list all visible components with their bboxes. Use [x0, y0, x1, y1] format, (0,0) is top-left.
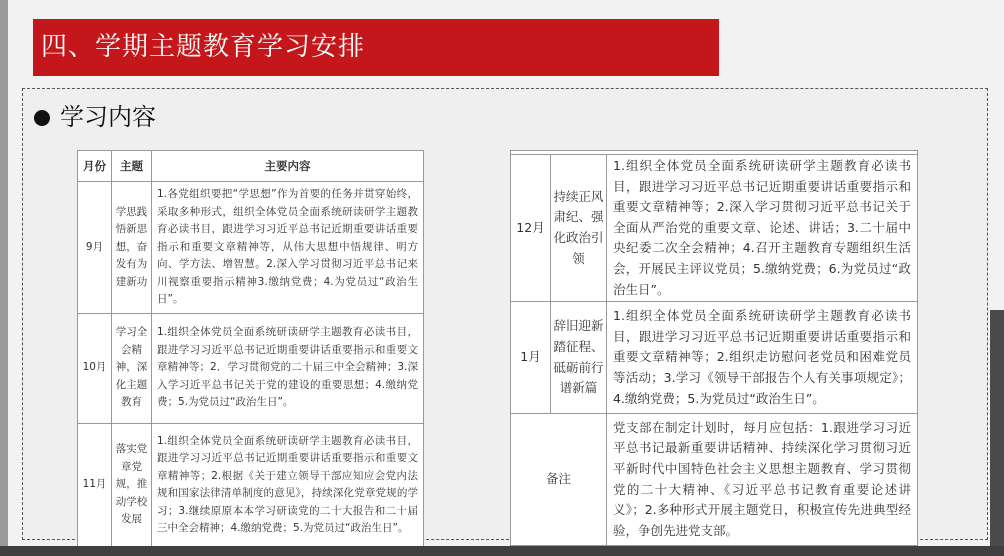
table-row: [78, 313, 424, 423]
row-theme: 学习全会精神，深化主题教育: [112, 313, 152, 423]
row-theme: 辞旧迎新踏征程、砥砺前行谱新篇: [551, 302, 607, 414]
table-row: [511, 155, 918, 302]
left-edge-bar: [0, 0, 8, 556]
row-month: 10月: [78, 313, 112, 423]
row-month: 9月: [78, 182, 112, 314]
row-theme: 学思践悟新思想，奋发有为建新功: [112, 182, 152, 314]
row-theme: 持续正风肃纪、强化政治引领: [551, 155, 607, 302]
table-header-row: [78, 151, 424, 182]
right-edge-bar: [990, 310, 1004, 556]
bottom-edge-strip: [0, 546, 1004, 556]
row-month: 11月: [78, 423, 112, 547]
row-month: 12月: [511, 155, 551, 302]
row-content: 1.各党组织要把“学思想”作为首要的任务并贯穿始终，采取多种形式，组织全体党员全面系统研读研学主题教育必读书目，跟进学习习近平总书记近期重要讲话重要指示和重要文章精神等，从伟大思想中悟规律、明方向、学方法、增智慧。2.深入学习贯彻习近平总书记来川视察重要指示精神3.缴纳党费；4.为党员过“政治生日”。: [152, 182, 424, 314]
section-heading-label: 学习内容: [60, 103, 156, 131]
row-content: 1.组织全体党员全面系统研读研学主题教育必读书目，跟进学习习近平总书记近期重要讲话重要指示和重要文章精神等；2．学习贯彻党的二十届三中全会精神；3.深入学习近平总书记关于党的建设的重要思想；4.缴纳党费；5.为党员过“政治生日”。: [152, 313, 424, 423]
header-theme: 主题: [112, 151, 152, 182]
row-month: 1月: [511, 302, 551, 414]
row-content: 1.组织全体党员全面系统研读研学主题教育必读书目，跟进学习习近平总书记近期重要讲话重要指示和重要文章精神等；2.根据《关于建立领导干部应知应会党内法规和国家法律清单制度的意见》，持续深化党章党规的学习；3.继续原原本本学习研读党的二十大报告和二十届三中全会精神；4.缴纳党费；5.为党员过“政治生日”。: [152, 423, 424, 547]
row-content: 1.组织全体党员全面系统研读研学主题教育必读书目，跟进学习习近平总书记近期重要讲话重要指示和重要文章精神等；2.深入学习贯彻习近平总书记关于全面从严治党的重要文章、论述、讲话；3.二十届中央纪委二次全会精神；4.召开主题教育专题组织生活会，开展民主评议党员；5.缴纳党费；6.为党员过“政治生日”。: [607, 155, 918, 302]
bullet-icon: [34, 110, 50, 126]
header-month: 月份: [78, 151, 112, 182]
table-row-note: [511, 414, 918, 546]
schedule-table-right: [510, 150, 918, 546]
table-row: [511, 302, 918, 414]
note-label: 备注: [511, 414, 607, 546]
page-title: 四、学期主题教育学习安排: [33, 19, 719, 76]
row-theme: 落实党章党规，推动学校发展: [112, 423, 152, 547]
section-heading: [34, 100, 156, 134]
schedule-table-left: [77, 150, 424, 548]
table-row: [78, 423, 424, 547]
row-content: 1.组织全体党员全面系统研读研学主题教育必读书目，跟进学习习近平总书记近期重要讲话重要指示和重要文章精神等；2.组织走访慰问老党员和困难党员等活动；3.学习《领导干部报告个人有关事项规定》；4.缴纳党费；5.为党员过“政治生日”。: [607, 302, 918, 414]
note-content: 党支部在制定计划时，每月应包括：1.跟进学习习近平总书记最新重要讲话精神、持续深化学习贯彻习近平新时代中国特色社会主义思想主题教育、学习贯彻党的二十大精神、《习近平总书记教育重要论述讲义》；2.多种形式开展主题党日，积极宣传先进典型经验，争创先进党支部。: [607, 414, 918, 546]
header-content: 主要内容: [152, 151, 424, 182]
table-row: [78, 182, 424, 314]
